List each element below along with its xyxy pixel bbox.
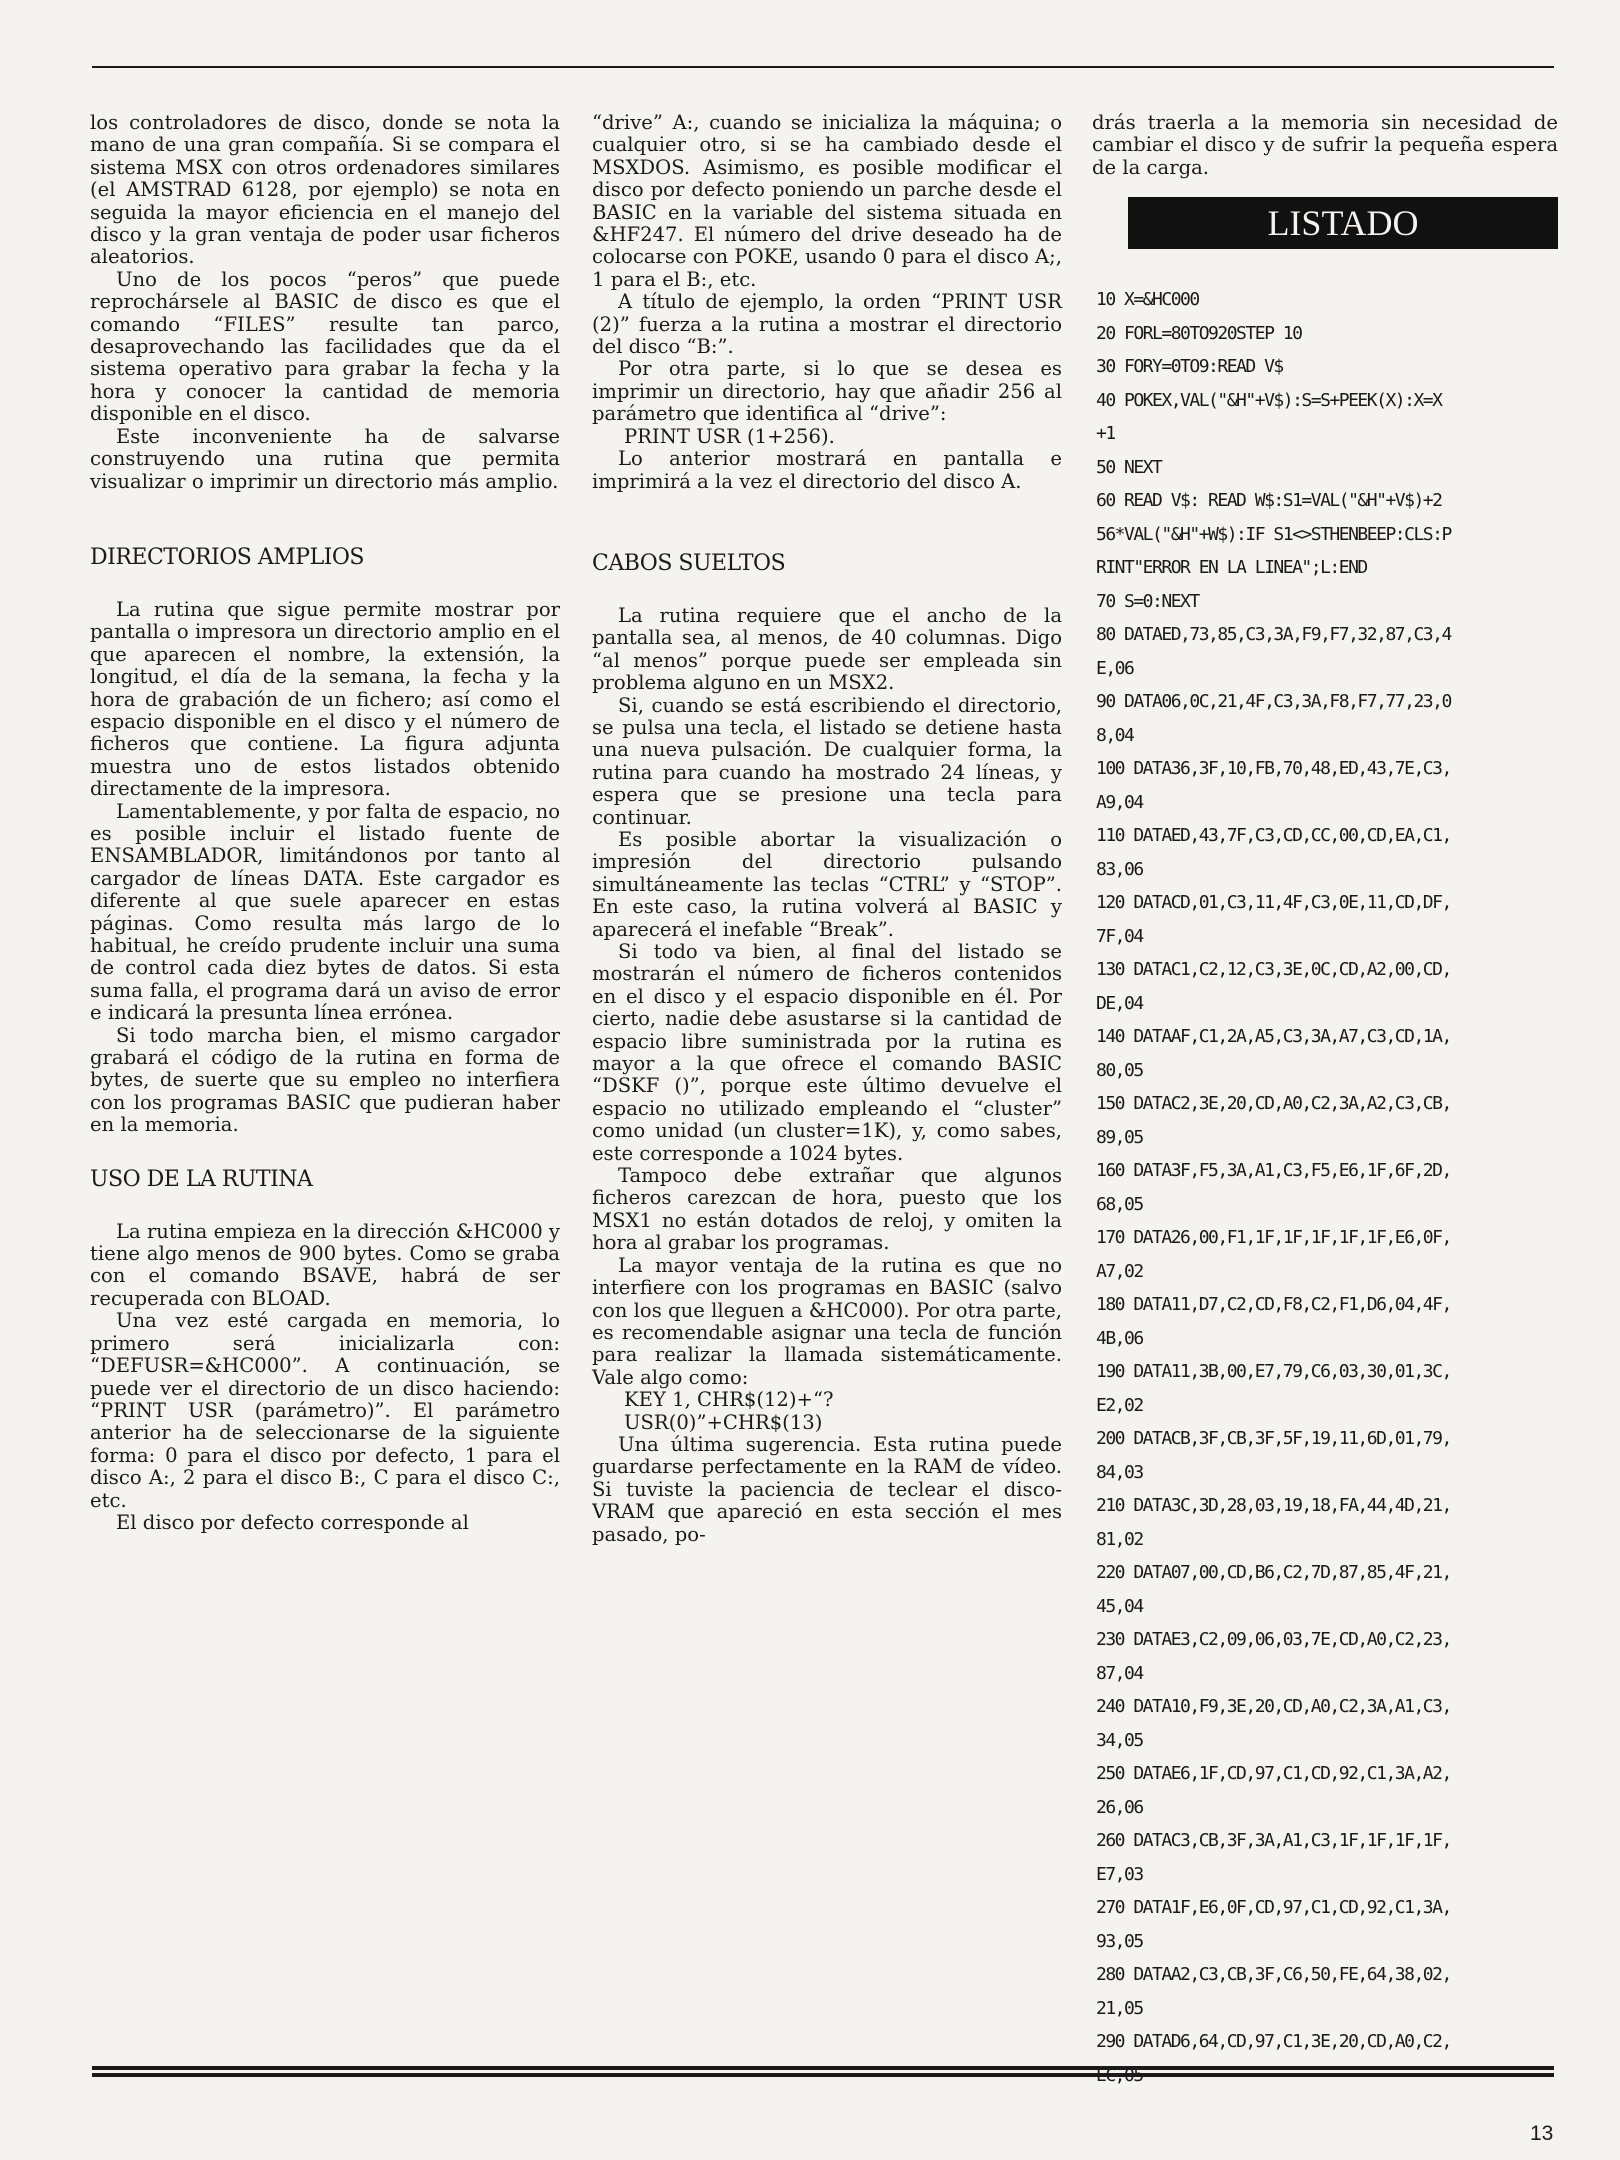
listing-line: 68,05	[1096, 1193, 1143, 1215]
paragraph: Una última sugerencia. Esta rutina puede guardarse perfectamente en la RAM de vídeo. Si tuviste la paciencia de teclear el disco-VRAM que apareció en esta sección el mes pasado, po-	[592, 1432, 1062, 1546]
code-line: KEY 1, CHR$(12)+“?	[624, 1388, 834, 1412]
basic-listing	[1096, 283, 1558, 2092]
listing-line: 90 DATA06,0C,21,4F,C3,3A,F8,F7,77,23,0	[1096, 691, 1451, 713]
listing-line: 120 DATACD,01,C3,11,4F,C3,0E,11,CD,DF,	[1096, 892, 1451, 914]
paragraph: Tampoco debe extrañar que algunos ficheros carezcan de hora, puesto que los MSX1 no están dotados de reloj, y omiten la hora al grabar los programas.	[592, 1164, 1062, 1255]
listing-line: 20 FORL=80TO920STEP 10	[1096, 322, 1302, 344]
paragraph: drás traerla a la memoria sin necesidad de cambiar el disco y de sufrir la pequeña espera de la carga.	[1092, 111, 1558, 179]
paragraph: Uno de los pocos “peros” que puede reprochársele al BASIC de disco es que el comando “FILES” resulte tan parco, desaprovechando las facilidades que da el sistema operativo para grabar la fecha y la hora y conocer la cantidad de memoria disponible en el disco.	[90, 267, 560, 426]
listing-line: 210 DATA3C,3D,28,03,19,18,FA,44,4D,21,	[1096, 1495, 1451, 1517]
listing-line: 50 NEXT	[1096, 456, 1162, 478]
column-3	[1092, 112, 1558, 2092]
listing-line: 45,04	[1096, 1595, 1143, 1617]
paragraph: El disco por defecto corresponde al	[116, 1510, 469, 1534]
listing-line: 200 DATACB,3F,CB,3F,5F,19,11,6D,01,79,	[1096, 1428, 1451, 1450]
listing-line: 70 S=0:NEXT	[1096, 590, 1199, 612]
bottom-rule	[92, 2073, 1554, 2077]
listing-line: 150 DATAC2,3E,20,CD,A0,C2,3A,A2,C3,CB,	[1096, 1093, 1451, 1115]
listing-line: 280 DATAA2,C3,CB,3F,C6,50,FE,64,38,02,	[1096, 1964, 1451, 1986]
listing-line: 110 DATAED,43,7F,C3,CD,CC,00,CD,EA,C1,	[1096, 825, 1451, 847]
listado-header: LISTADO	[1128, 197, 1558, 249]
column-1	[90, 112, 560, 1534]
section-heading-uso-de-la-rutina: USO DE LA RUTINA	[90, 1166, 313, 1192]
listing-line: 26,06	[1096, 1796, 1143, 1818]
listing-line: A7,02	[1096, 1260, 1143, 1282]
listing-line: 56*VAL("&H"+W$):IF S1<>STHENBEEP:CLS:P	[1096, 523, 1451, 545]
listing-line: E,06	[1096, 657, 1134, 679]
listing-line: 100 DATA36,3F,10,FB,70,48,ED,43,7E,C3,	[1096, 758, 1451, 780]
paragraph: La rutina que sigue permite mostrar por pantalla o impresora un directorio amplio en el que aparecen el nombre, la extensión, la longitud, el día de la semana, la fecha y la hora de grabación de un fichero; así como el espacio disponible en el disco y el número de ficheros que contiene. La figura adjunta muestra uno de estos listados obtenido directamente de la impresora.	[90, 597, 560, 801]
listing-line: 250 DATAE6,1F,CD,97,C1,CD,92,C1,3A,A2,	[1096, 1763, 1451, 1785]
paragraph: Este inconveniente ha de salvarse construyendo una rutina que permita visualizar o imprimir un directorio más amplio.	[90, 424, 560, 493]
listing-line: 34,05	[1096, 1729, 1143, 1751]
listing-line: 80 DATAED,73,85,C3,3A,F9,F7,32,87,C3,4	[1096, 624, 1451, 646]
column-2	[592, 112, 1062, 1546]
section-heading-directorios-amplios: DIRECTORIOS AMPLIOS	[90, 544, 364, 570]
listing-line: 60 READ V$: READ W$:S1=VAL("&H"+V$)+2	[1096, 490, 1442, 512]
listing-line: 87,04	[1096, 1662, 1143, 1684]
paragraph: Por otra parte, si lo que se desea es imprimir un directorio, hay que añadir 256 al parámetro que identifica al “drive”:	[592, 357, 1062, 426]
listing-line: 10 X=&HC000	[1096, 289, 1199, 311]
listing-line: +1	[1096, 423, 1115, 445]
listing-line: 93,05	[1096, 1930, 1143, 1952]
bottom-rule	[92, 2066, 1554, 2070]
listing-line: 7F,04	[1096, 925, 1143, 947]
paragraph: Es posible abortar la visualización o impresión del directorio pulsando simultáneamente las teclas “CTRL” y “STOP”. En este caso, la rutina volverá al BASIC y aparecerá el inefable “Break”.	[592, 827, 1062, 941]
code-line: PRINT USR (1+256).	[624, 424, 835, 448]
listing-line: 270 DATA1F,E6,0F,CD,97,C1,CD,92,C1,3A,	[1096, 1897, 1451, 1919]
listing-line: RINT"ERROR EN LA LINEA";L:END	[1096, 557, 1367, 579]
listing-line: 230 DATAE3,C2,09,06,03,7E,CD,A0,C2,23,	[1096, 1629, 1451, 1651]
top-rule	[92, 66, 1554, 68]
listing-line: 4B,06	[1096, 1327, 1143, 1349]
listing-line: 81,02	[1096, 1528, 1143, 1550]
section-heading-cabos-sueltos: CABOS SUELTOS	[592, 550, 786, 576]
listing-line: 83,06	[1096, 858, 1143, 880]
listing-line: 30 FORY=0TO9:READ V$	[1096, 356, 1283, 378]
listing-line: 240 DATA10,F9,3E,20,CD,A0,C2,3A,A1,C3,	[1096, 1696, 1451, 1718]
paragraph: La mayor ventaja de la rutina es que no interfiere con los programas en BASIC (salvo con los que lleguen a &HC000). Por otra parte, es recomendable asignar una tecla de función para realizar la llamada sistemáticamente. Vale algo como:	[592, 1253, 1062, 1389]
paragraph: Si todo va bien, al final del listado se mostrarán el número de ficheros contenidos en el disco y el espacio disponible en él. Por cierto, nadie debe asustarse si la cantidad de espacio libre suministrada por la rutina es mayor a la que ofrece el comando BASIC “DSKF ()”, porque este último devuelve el espacio no utilizado empleando el “cluster” como unidad (un cluster=1K), y, como sabes, este corresponde a 1024 bytes.	[592, 940, 1062, 1165]
paragraph: Lamentablemente, y por falta de espacio, no es posible incluir el listado fuente de ENSAMBLADOR, limitándonos por tanto al cargador de líneas DATA. Este cargador es diferente al que suele aparecer en estas páginas. Como resulta más largo de lo habitual, he creído prudente incluir una suma de control cada diez bytes de datos. Si esta suma falla, el programa dará un aviso de error e indicará la presunta línea errónea.	[90, 799, 560, 1025]
listing-line: 40 POKEX,VAL("&H"+V$):S=S+PEEK(X):X=X	[1096, 389, 1442, 411]
listing-line: 8,04	[1096, 724, 1134, 746]
listing-line: 80,05	[1096, 1059, 1143, 1081]
paragraph: A título de ejemplo, la orden “PRINT USR (2)” fuerza a la rutina a mostrar el directorio del disco “B:”.	[592, 290, 1062, 359]
listing-line: 180 DATA11,D7,C2,CD,F8,C2,F1,D6,04,4F,	[1096, 1294, 1451, 1316]
paragraph: “drive” A:, cuando se inicializa la máquina; o cualquier otro, si se ha cambiado desde el MSXDOS. Asimismo, es posible modificar el disco por defecto poniendo un parche desde el BASIC en la variable del sistema situada en &HF247. El número del drive deseado ha de colocarse con POKE, usando 0 para el disco A;, 1 para el B:, etc.	[592, 111, 1062, 291]
listing-line: 290 DATAD6,64,CD,97,C1,3E,20,CD,A0,C2,	[1096, 2031, 1451, 2053]
listing-line: A9,04	[1096, 791, 1143, 813]
listing-line: 89,05	[1096, 1126, 1143, 1148]
listing-line: 220 DATA07,00,CD,B6,C2,7D,87,85,4F,21,	[1096, 1562, 1451, 1584]
listing-line: 260 DATAC3,CB,3F,3A,A1,C3,1F,1F,1F,1F,	[1096, 1830, 1451, 1852]
page-number: 13	[1530, 2122, 1554, 2145]
listing-line: DE,04	[1096, 992, 1143, 1014]
listing-line: 130 DATAC1,C2,12,C3,3E,0C,CD,A2,00,CD,	[1096, 959, 1451, 981]
listing-line: E2,02	[1096, 1394, 1143, 1416]
listing-line: E7,03	[1096, 1863, 1143, 1885]
listing-line: 84,03	[1096, 1461, 1143, 1483]
listing-line: 21,05	[1096, 1997, 1143, 2019]
listing-line: 170 DATA26,00,F1,1F,1F,1F,1F,1F,E6,0F,	[1096, 1227, 1451, 1249]
listing-line: 140 DATAAF,C1,2A,A5,C3,3A,A7,C3,CD,1A,	[1096, 1026, 1451, 1048]
listing-line: 160 DATA3F,F5,3A,A1,C3,F5,E6,1F,6F,2D,	[1096, 1160, 1451, 1182]
code-line: USR(0)”+CHR$(13)	[624, 1410, 823, 1434]
listing-line: 190 DATA11,3B,00,E7,79,C6,03,30,01,3C,	[1096, 1361, 1451, 1383]
paragraph: Si todo marcha bien, el mismo cargador grabará el código de la rutina en forma de bytes, de suerte que su empleo no interfiera con los programas BASIC que pudieran haber en la memoria.	[90, 1023, 560, 1137]
paragraph: Si, cuando se está escribiendo el directorio, se pulsa una tecla, el listado se detiene hasta una nueva pulsación. De cualquier forma, la rutina para cuando ha mostrado 24 líneas, y espera que se presione una tecla para continuar.	[592, 693, 1062, 829]
paragraph: Lo anterior mostrará en pantalla e imprimirá a la vez el directorio del disco A.	[592, 447, 1062, 493]
paragraph: La rutina requiere que el ancho de la pantalla sea, al menos, de 40 columnas. Digo “al menos” porque puede ser empleada sin problema alguno en un MSX2.	[592, 603, 1062, 695]
paragraph: La rutina empieza en la dirección &HC000 y tiene algo menos de 900 bytes. Como se graba con el comando BSAVE, habrá de ser recuperada con BLOAD.	[90, 1219, 560, 1310]
paragraph: los controladores de disco, donde se nota la mano de una gran compañía. Si se compara el sistema MSX con otros ordenadores similares (el AMSTRAD 6128, por ejemplo) se nota en seguida la mayor eficiencia en el manejo del disco y la gran ventaja de poder usar ficheros aleatorios.	[90, 111, 560, 269]
paragraph: Una vez esté cargada en memoria, lo primero será inicializarla con: “DEFUSR=&HC000”. A continuación, se puede ver el directorio de un disco haciendo: “PRINT USR (parámetro)”. El parámetro anterior ha de seleccionarse de la siguiente forma: 0 para el disco por defecto, 1 para el disco A:, 2 para el disco B:, C para el disco C:, etc.	[90, 1309, 560, 1512]
